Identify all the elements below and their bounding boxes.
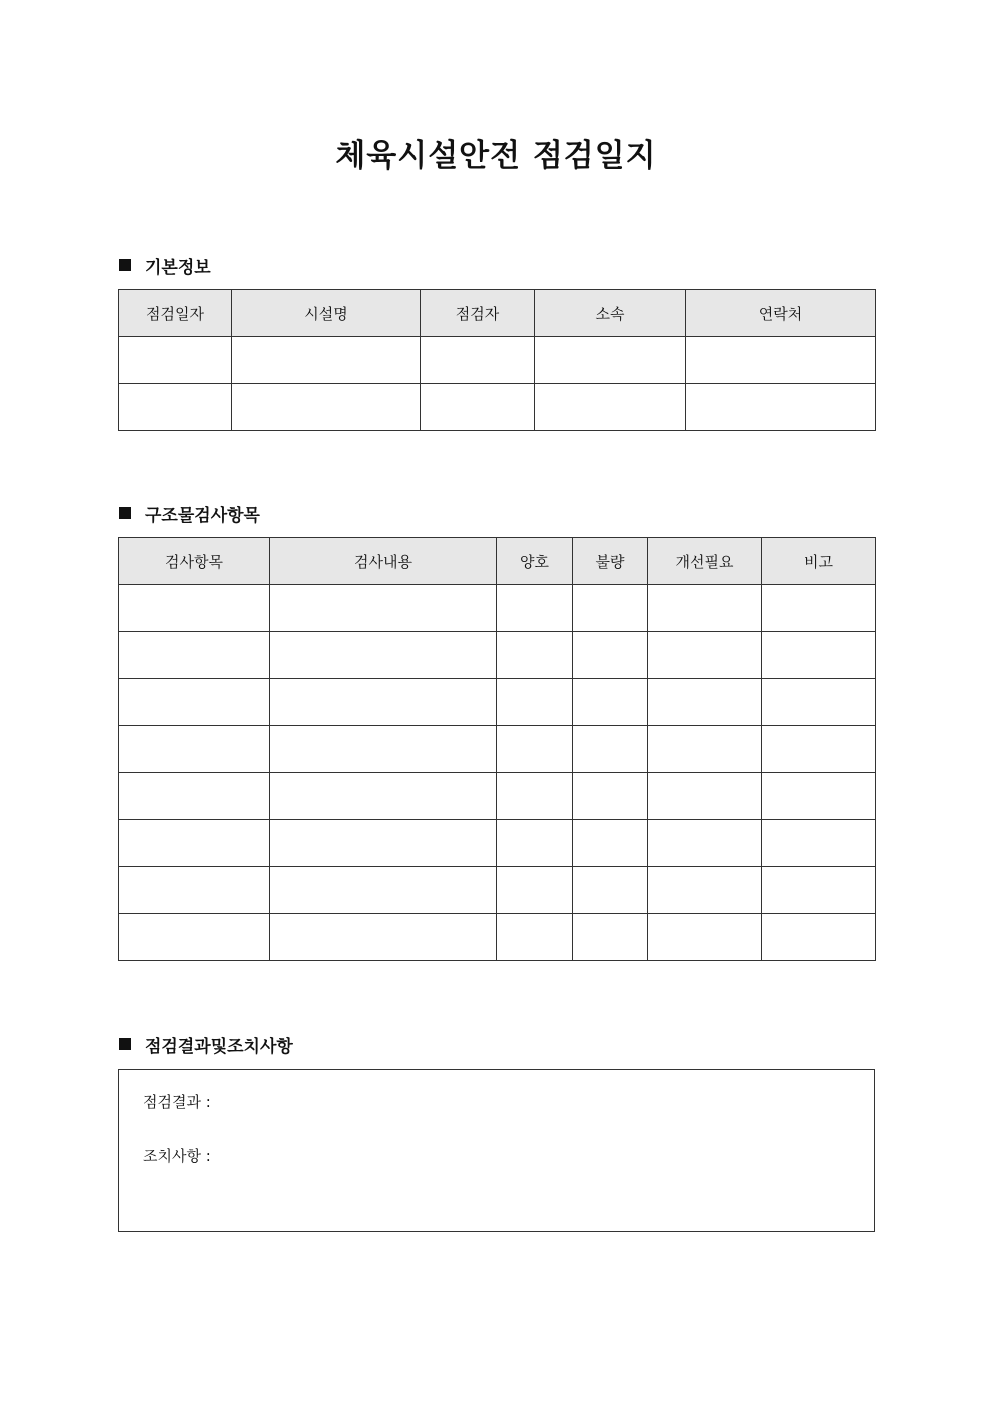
table-cell[interactable] <box>119 337 232 384</box>
table-cell[interactable] <box>497 820 573 867</box>
table-cell[interactable] <box>648 773 762 820</box>
table-cell[interactable] <box>573 867 648 914</box>
table-cell[interactable] <box>762 773 876 820</box>
table-cell[interactable] <box>535 384 686 431</box>
inspection-items-table <box>118 537 876 961</box>
table-cell[interactable] <box>119 384 232 431</box>
column-header-contact: 연락처 <box>686 290 876 337</box>
section-heading-results <box>119 1032 293 1056</box>
table-row <box>119 585 876 632</box>
table-cell[interactable] <box>497 867 573 914</box>
table-cell[interactable] <box>270 726 497 773</box>
table-cell[interactable] <box>762 679 876 726</box>
table-row <box>119 632 876 679</box>
section-heading-inspection-items <box>119 501 260 525</box>
table-header-row <box>119 290 876 337</box>
table-cell[interactable] <box>573 726 648 773</box>
table-row <box>119 384 876 431</box>
table-cell[interactable] <box>270 914 497 961</box>
column-header-good: 양호 <box>497 538 573 585</box>
table-row <box>119 679 876 726</box>
table-cell[interactable] <box>762 726 876 773</box>
table-cell[interactable] <box>573 914 648 961</box>
table-row <box>119 914 876 961</box>
table-cell[interactable] <box>421 384 535 431</box>
table-cell[interactable] <box>762 820 876 867</box>
column-header-needs-improvement: 개선필요 <box>648 538 762 585</box>
column-header-bad: 불량 <box>573 538 648 585</box>
table-cell[interactable] <box>762 632 876 679</box>
table-cell[interactable] <box>270 820 497 867</box>
black-square-icon <box>119 1038 131 1050</box>
table-row <box>119 820 876 867</box>
table-cell[interactable] <box>648 914 762 961</box>
table-cell[interactable] <box>270 867 497 914</box>
basic-info-table <box>118 289 876 431</box>
table-cell[interactable] <box>762 914 876 961</box>
table-cell[interactable] <box>270 632 497 679</box>
table-cell[interactable] <box>573 585 648 632</box>
section-heading-label: 기본정보 <box>145 257 211 278</box>
table-cell[interactable] <box>119 820 270 867</box>
table-cell[interactable] <box>270 585 497 632</box>
column-header-facility-name: 시설명 <box>232 290 421 337</box>
column-header-inspection-date: 점검일자 <box>119 290 232 337</box>
table-cell[interactable] <box>119 679 270 726</box>
table-cell[interactable] <box>119 726 270 773</box>
column-header-remarks: 비고 <box>762 538 876 585</box>
table-cell[interactable] <box>497 726 573 773</box>
section-heading-basic-info <box>119 253 211 277</box>
table-cell[interactable] <box>648 726 762 773</box>
column-header-content: 검사내용 <box>270 538 497 585</box>
table-cell[interactable] <box>497 914 573 961</box>
table-cell[interactable] <box>648 820 762 867</box>
black-square-icon <box>119 259 131 271</box>
inspection-result-label: 점검결과 : <box>143 1093 211 1111</box>
table-cell[interactable] <box>762 585 876 632</box>
table-cell[interactable] <box>497 679 573 726</box>
action-taken-label: 조치사항 : <box>143 1147 211 1165</box>
table-cell[interactable] <box>119 914 270 961</box>
table-cell[interactable] <box>573 632 648 679</box>
table-cell[interactable] <box>119 632 270 679</box>
table-row <box>119 726 876 773</box>
table-cell[interactable] <box>421 337 535 384</box>
table-cell[interactable] <box>119 585 270 632</box>
table-cell[interactable] <box>232 337 421 384</box>
table-cell[interactable] <box>497 632 573 679</box>
column-header-affiliation: 소속 <box>535 290 686 337</box>
table-cell[interactable] <box>497 773 573 820</box>
table-cell[interactable] <box>573 679 648 726</box>
table-cell[interactable] <box>686 384 876 431</box>
table-cell[interactable] <box>573 773 648 820</box>
section-heading-label: 구조물검사항목 <box>145 505 260 526</box>
table-row <box>119 867 876 914</box>
table-cell[interactable] <box>762 867 876 914</box>
table-row <box>119 337 876 384</box>
results-box[interactable] <box>118 1069 875 1232</box>
table-row <box>119 773 876 820</box>
table-cell[interactable] <box>573 820 648 867</box>
table-cell[interactable] <box>648 632 762 679</box>
column-header-inspector: 점검자 <box>421 290 535 337</box>
table-cell[interactable] <box>270 679 497 726</box>
page-title: 체육시설안전 점검일지 <box>335 138 657 174</box>
table-header-row <box>119 538 876 585</box>
table-cell[interactable] <box>119 773 270 820</box>
section-heading-label: 점검결과및조치사항 <box>145 1036 293 1057</box>
table-cell[interactable] <box>648 585 762 632</box>
table-cell[interactable] <box>232 384 421 431</box>
table-cell[interactable] <box>648 867 762 914</box>
black-square-icon <box>119 507 131 519</box>
table-cell[interactable] <box>119 867 270 914</box>
table-cell[interactable] <box>686 337 876 384</box>
column-header-item: 검사항목 <box>119 538 270 585</box>
table-cell[interactable] <box>535 337 686 384</box>
table-cell[interactable] <box>270 773 497 820</box>
table-cell[interactable] <box>648 679 762 726</box>
table-cell[interactable] <box>497 585 573 632</box>
